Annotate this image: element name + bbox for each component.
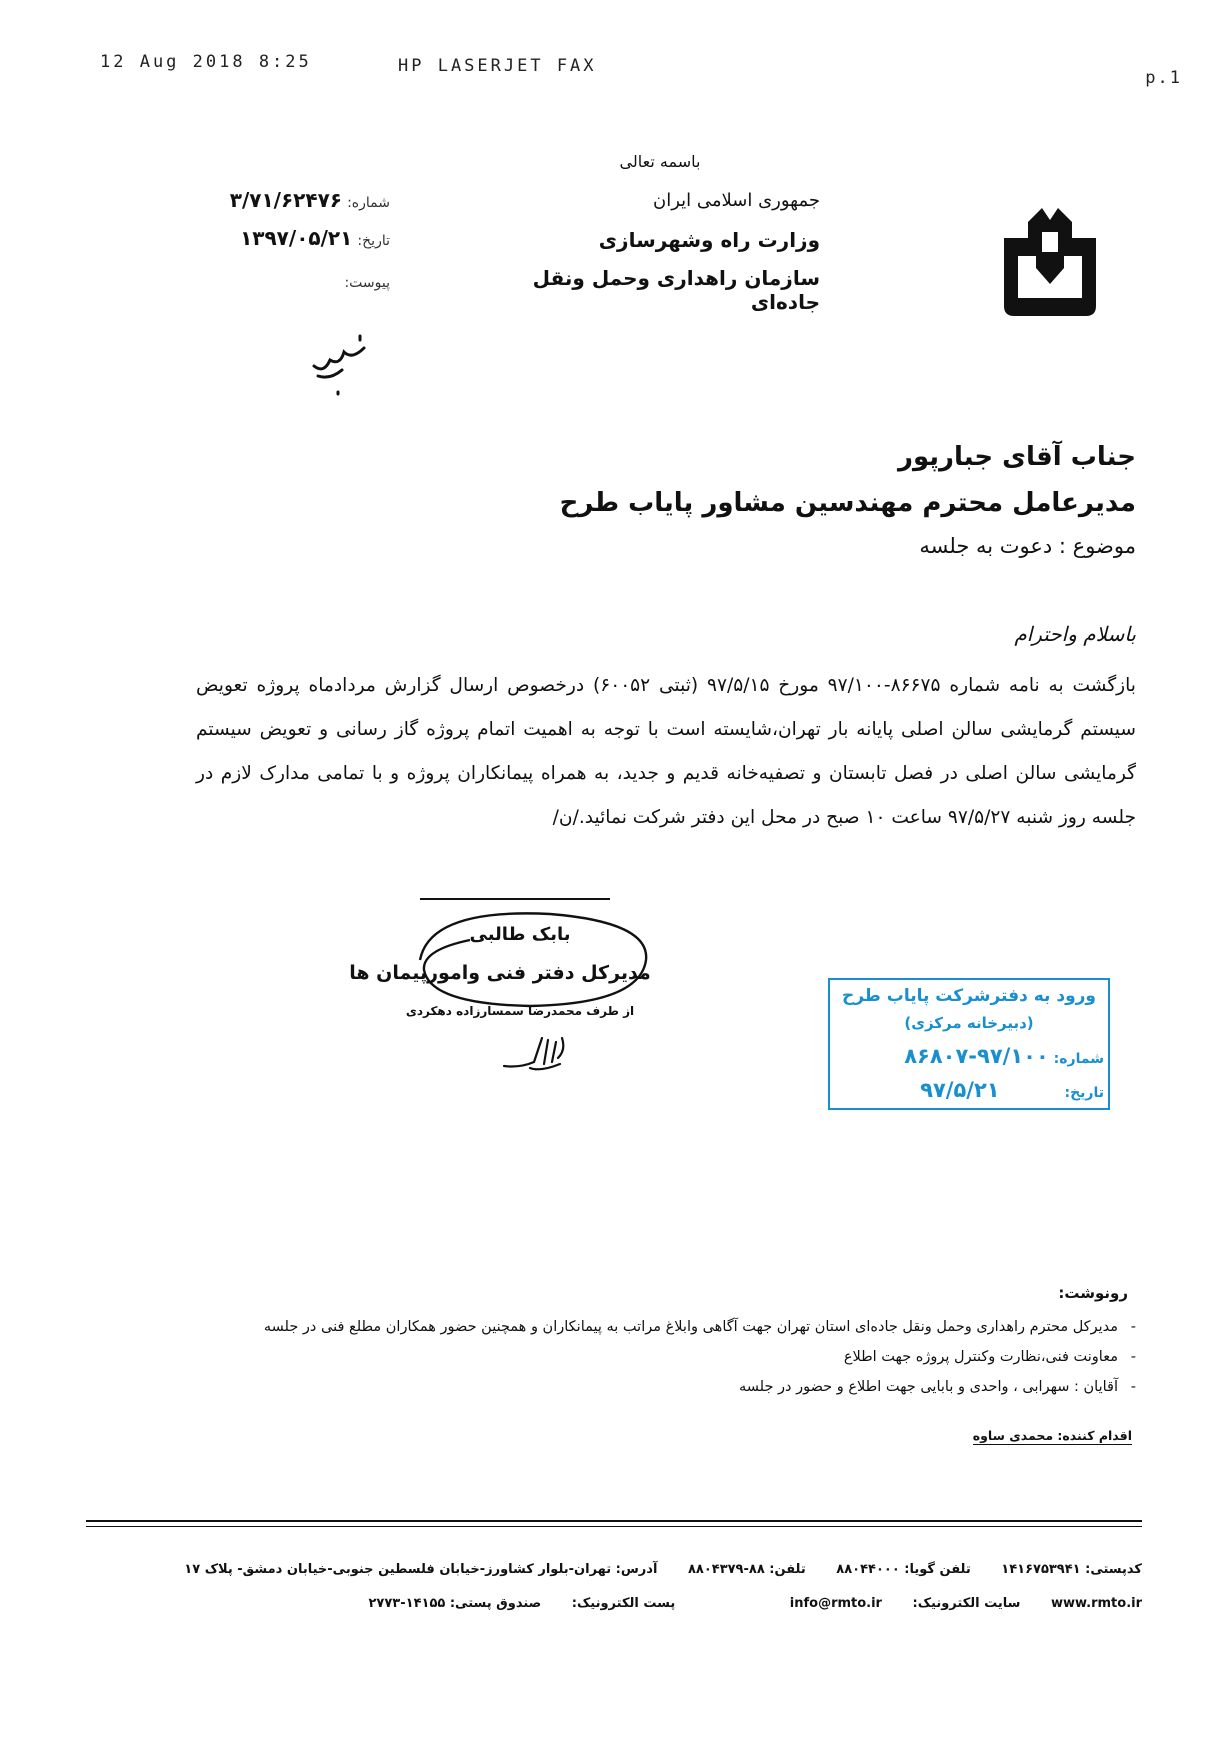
organization-logo — [998, 198, 1102, 320]
organization-name: سازمان راهداری وحمل ونقل جاده‌ای — [532, 266, 820, 314]
footer-website-label: سایت الکترونیک: — [912, 1596, 1021, 1611]
footer-address: آدرس: تهران-بلوار کشاورز-خیابان فلسطین جنوبی-خیابان دمشق- پلاک ۱۷ — [184, 1562, 658, 1577]
signatory-name: بابک طالبی — [469, 924, 571, 945]
footer-online-row — [86, 1596, 1142, 1611]
footer-email-label: پست الکترونیک: — [571, 1596, 676, 1611]
fax-page-number: p.1 — [1145, 68, 1182, 88]
letter-body: بازگشت به نامه شماره ۸۶۶۷۵-۹۷/۱۰۰ مورخ ۹۷/۵/۱۵ (ثبتی ۶۰۰۵۲) درخصوص ارسال گزارش مردادماه پروژه تعویض سیستم گرمایشی سالن اصلی پایانه بار تهران،شایسته است با توجه به اهمیت اتمام پروژه گاز رسانی و تعویض سیستم گرمایشی سالن اصلی در فصل تابستان و تصفیه‌خانه قدیم و جدید، به همراه پیمانکاران پروژه و با تمامی مدارک لازم در جلسه روز شنبه ۹۷/۵/۲۷ ساعت ۱۰ صبح در محل این دفتر شرکت نمائید./ن/ — [196, 675, 1136, 828]
letter-subject: موضوع : دعوت به جلسه — [919, 534, 1136, 558]
footer-email[interactable]: info@rmto.ir — [789, 1596, 882, 1611]
letter-date-value: ۱۳۹۷/۰۵/۲۱ — [240, 226, 353, 250]
signatory-title: مدیرکل دفتر فنی وامورپیمان ها — [349, 962, 651, 984]
footer-voice-phone: تلفن گویا: ۸۸۰۴۴۰۰۰ — [836, 1562, 971, 1577]
signature-mark — [500, 1028, 570, 1074]
handwritten-scribble — [300, 330, 380, 400]
footer-po-box: صندوق پستی: ۱۴۱۵۵-۲۷۷۳ — [368, 1596, 542, 1611]
copy-recipient-3: - آقایان : سهرابی ، واحدی و بابایی جهت اطلاع و حضور در جلسه — [176, 1372, 1136, 1402]
letter-attachment-label: پیوست: — [344, 275, 390, 291]
copies-title: رونوشت: — [1058, 1284, 1128, 1302]
signatory-on-behalf: از طرف محمدرضا سمسارزاده دهکردی — [405, 1004, 635, 1018]
copies-list — [176, 1312, 1136, 1402]
footer-website[interactable]: www.rmto.ir — [1050, 1596, 1142, 1611]
copy-recipient-1: - مدیرکل محترم راهداری وحمل ونقل جاده‌ای استان تهران جهت آگاهی وابلاغ مراتب به پیمانکاران و همچنین حضور همکاران مطلع فنی در جلسه — [176, 1312, 1136, 1342]
letter-number-label: شماره: — [347, 195, 390, 211]
footer-rule — [86, 1520, 1142, 1522]
country-name: جمهوری اسلامی ایران — [653, 190, 820, 211]
stamp-date-row — [834, 1078, 1104, 1102]
footer-postal-code: کدپستی: ۱۴۱۶۷۵۳۹۴۱ — [1001, 1562, 1142, 1577]
stamp-subtitle: (دبیرخانه مرکزی) — [904, 1014, 1034, 1032]
action-by: اقدام کننده: محمدی ساوه — [972, 1428, 1132, 1443]
signature-loop — [400, 900, 660, 1018]
ministry-name: وزارت راه وشهرسازی — [598, 228, 820, 252]
letter-number-value: ۳/۷۱/۶۲۴۷۶ — [229, 188, 342, 212]
stamp-date-value: ۹۷/۵/۲۱ — [920, 1078, 1000, 1102]
copy-recipient-2: - معاونت فنی،نظارت وکنترل پروژه جهت اطلاع — [176, 1342, 1136, 1372]
stamp-number-value: ۸۶۸۰۷-۹۷/۱۰۰ — [904, 1044, 1049, 1068]
invocation: باسمه تعالی — [619, 152, 701, 171]
stamp-date-label: تاریخ: — [1064, 1085, 1104, 1101]
fax-machine-name: HP LASERJET FAX — [398, 56, 597, 76]
receipt-stamp — [828, 978, 1110, 1110]
stamp-number-label: شماره: — [1053, 1051, 1104, 1067]
letter-number — [200, 188, 390, 212]
fax-timestamp: 12 Aug 2018 8:25 — [100, 52, 312, 72]
stamp-title: ورود به دفترشرکت پایاب طرح — [841, 986, 1096, 1006]
footer-rule-thin — [86, 1526, 1142, 1527]
footer-contact-row — [86, 1562, 1142, 1577]
recipient-title: مدیرعامل محترم مهندسین مشاور پایاب طرح — [559, 488, 1136, 518]
greeting: باسلام واحترام — [1014, 622, 1136, 646]
recipient-name: جناب آقای جبارپور — [898, 442, 1136, 472]
letter-date-label: تاریخ: — [357, 233, 390, 249]
footer-phone: تلفن: ۸۸-۸۸۰۴۳۷۹ — [687, 1562, 806, 1577]
letter-attachment — [200, 272, 390, 291]
letter-date — [200, 226, 390, 250]
stamp-number-row — [834, 1044, 1104, 1068]
